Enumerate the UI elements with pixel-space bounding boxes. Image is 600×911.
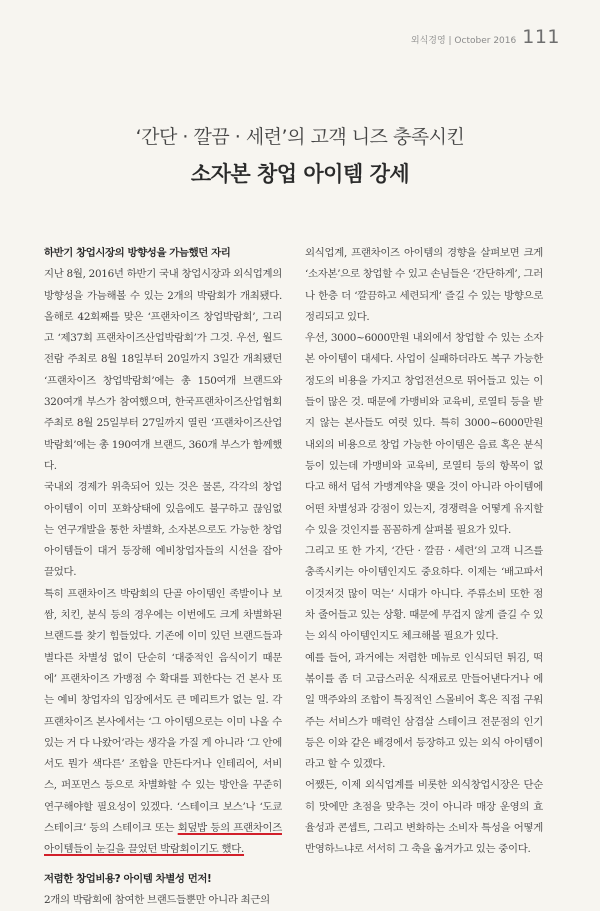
right-paragraph-5: 어쨌든, 이제 외식업계를 비롯한 외식창업시장은 단순히 맛에만 초점을 맞추는 것이 아니라 매장 운영의 효율성과 콘셉트, 그리고 변화하는 소비자 특성을 어떻게 반영하느냐로 서서히 그 축을 옮겨가고 있는 중이다. <box>305 779 543 856</box>
right-paragraph-4: 예를 들어, 과거에는 저렴한 메뉴로 인식되던 튀김, 떡볶이를 좀 더 고급스러운 식재료로 만들어낸다거나 에일 맥주와의 조합이 특징적인 스몰비어 혹은 직접 구워주는 서비스가 매력인 삼겹살 스테이크 전문점의 인기 등은 이와 같은 배경에서 등장하고 있는 외식 아이템이라고 할 수 있겠다. <box>305 651 543 771</box>
section-heading-1: 하반기 창업시장의 방향성을 가늠했던 자리 <box>44 247 231 259</box>
left-column <box>44 243 282 911</box>
article-title: 소자본 창업 아이템 강세 <box>190 162 410 186</box>
magazine-issue: 외식경영 | October 2016 <box>410 36 517 46</box>
left-paragraph-3 <box>44 584 282 861</box>
highlighted-text: 회덮밥 등의 프랜차이즈 아이템들이 눈길을 끌었던 박람회이기도 했다. <box>44 822 282 856</box>
left-paragraph-1: 지난 8월, 2016년 하반기 국내 창업시장과 외식업계의 방향성을 가늠해볼 수 있는 2개의 박람회가 개최됐다. 올해로 42회째를 맞은 ‘프랜차이즈 창업박람회’, 그리고 ‘제37회 프랜차이즈산업박람회’가 그것. 우선, 월드전람 주최로 8월 18일부터 20일까지 3일간 개최됐던 ‘프랜차이즈 창업박람회’에는 총 150여개 브랜드와 320여개 부스가 참여했으며, 한국프랜차이즈산업협회 주최로 8월 25일부터 27일까지 열린 ‘프랜차이즈산업박람회’에는 총 190여개 브랜드, 360개 부스가 함께했다. <box>44 268 282 472</box>
section-heading-2: 저렴한 창업비용? 아이템 차별성 먼저! <box>44 872 212 885</box>
page-header <box>411 26 560 48</box>
article-subtitle: ‘간단 · 깔끔 · 세련’의 고객 니즈 충족시킨 <box>135 126 465 148</box>
left-paragraph-3-text: 특히 프랜차이즈 박람회의 단골 아이템인 족발이나 보쌈, 치킨, 분식 등의 경우에는 이번에도 크게 차별화된 브랜드를 찾기 힘들었다. 기존에 이미 있던 브랜드들과 별다른 차별성 없이 단순히 ‘대중적인 음식이기 때문에’ 프랜차이즈 가맹점 수 확대를 꾀한다는 건 본사 또는 예비 창업자의 입장에서도 큰 메리트가 없는 일. 각 프랜차이즈 본사에서는 ‘그 아이템으로는 이미 나올 수 있는 거 다 나왔어’라는 생각을 가질 게 아니라 ‘그 안에서도 뭔가 색다른’ 조합을 만든다거나 인테리어, 서비스, 퍼포먼스 등으로 차별화할 수 있는 방안을 꾸준히 연구해야할 필요성이 있겠다. ‘스테이크 보스’나 ‘도쿄 스테이크’ 등의 스테이크 또는 <box>44 587 282 835</box>
right-paragraph-1: 외식업계, 프랜차이즈 아이템의 경향을 살펴보면 크게 ‘소자본’으로 창업할 수 있고 손님들은 ‘간단하게’, 그러나 한층 더 ‘깔끔하고 세련되게’ 즐길 수 있는 방향으로 정리되고 있다. <box>305 247 543 323</box>
right-paragraph-3: 그리고 또 한 가지, ‘간단 · 깔끔 · 세련’의 고객 니즈를 충족시키는 아이템인지도 중요하다. 이제는 ‘배고파서 이것저것 많이 먹는’ 시대가 아니다. 주류소비 또한 점차 줄어들고 있는 상황. 때문에 무겁지 않게 즐길 수 있는 외식 아이템인지도 체크해볼 필요가 있다. <box>305 545 543 643</box>
left-paragraph-2: 국내외 경제가 위축되어 있는 것은 물론, 각각의 창업 아이템이 이미 포화상태에 있음에도 불구하고 끊임없는 연구개발을 통한 차별화, 소자본으로도 가능한 창업 아이템들이 대거 등장해 예비창업자들의 시선을 잡아끌었다. <box>44 481 282 579</box>
left-paragraph-4: 2개의 박람회에 참여한 브랜드들뿐만 아니라 최근의 <box>44 893 270 906</box>
article-titles <box>0 122 600 188</box>
page-number: 111 <box>522 26 560 48</box>
right-column <box>305 243 543 861</box>
right-paragraph-2: 우선, 3000~6000만원 내외에서 창업할 수 있는 소자본 아이템이 대세다. 사업이 실패하더라도 복구 가능한 정도의 비용을 가지고 창업전선으로 뛰어들고 있는 이들이 많은 것. 때문에 가맹비와 교육비, 로열티 등을 받지 않는 본사들도 여럿 있다. 특히 3000~6000만원 내외의 비용으로 창업 가능한 아이템은 음료 혹은 분식 등이 있는데 가맹비와 교육비, 로열티 등의 항목이 없다고 해서 덥석 가맹계약을 맺을 것이 아니라 아이템에 어떤 차별성과 강점이 있는지, 경쟁력을 어떻게 유지할 수 있을 것인지를 꼼꼼하게 살펴볼 필요가 있다. <box>305 332 543 536</box>
